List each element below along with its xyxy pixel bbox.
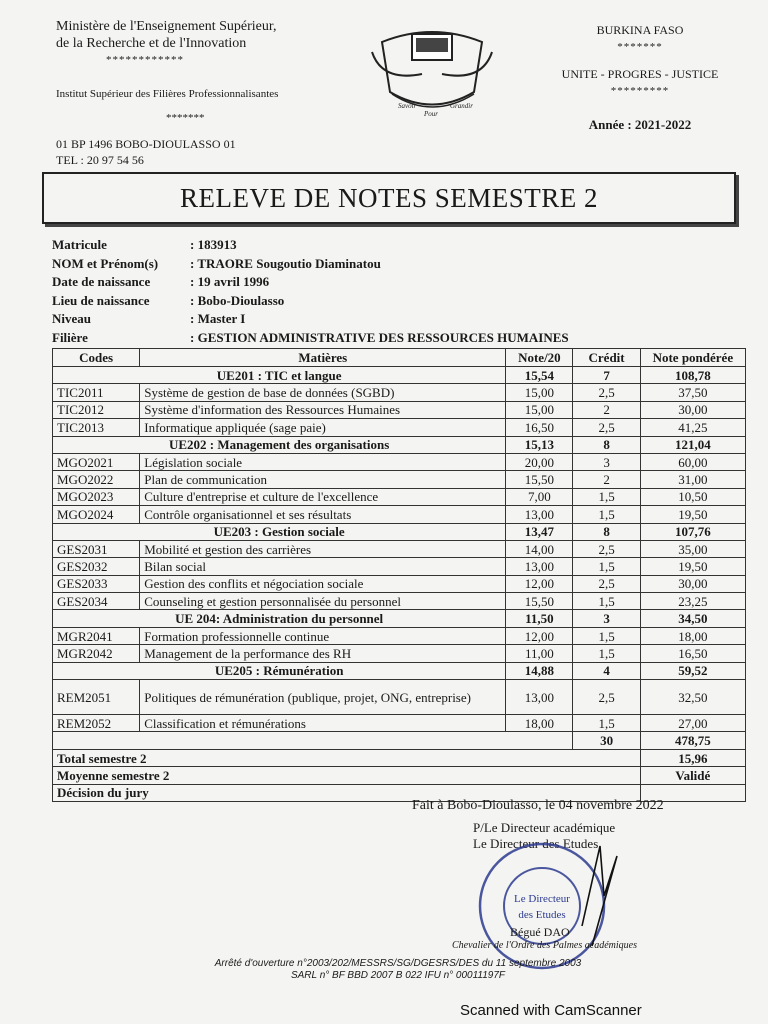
student-info-label: Matricule bbox=[52, 237, 107, 253]
course-row bbox=[53, 593, 746, 610]
institute-logo bbox=[362, 22, 502, 122]
ue-note: 11,50 bbox=[506, 610, 573, 627]
course-code: MGR2042 bbox=[53, 645, 140, 662]
student-info-row bbox=[52, 255, 569, 274]
ue-note-ponderee: 59,52 bbox=[640, 662, 745, 679]
course-code: GES2034 bbox=[53, 593, 140, 610]
total-credit: 30 bbox=[573, 732, 640, 749]
course-name: Législation sociale bbox=[140, 453, 506, 470]
course-name: Management de la performance des RH bbox=[140, 645, 506, 662]
course-name: Contrôle organisationnel et ses résultats bbox=[140, 506, 506, 523]
summary-label: Total semestre 2 bbox=[53, 749, 641, 766]
course-note: 14,00 bbox=[506, 540, 573, 557]
ministry-line2: de la Recherche et de l'Innovation bbox=[56, 36, 247, 51]
signatory-name: Bégué DAO bbox=[510, 925, 570, 939]
course-code: MGR2041 bbox=[53, 627, 140, 644]
course-code: GES2033 bbox=[53, 575, 140, 592]
course-note: 7,00 bbox=[506, 488, 573, 505]
course-row bbox=[53, 645, 746, 662]
course-note-ponderee: 18,00 bbox=[640, 627, 745, 644]
course-name: Formation professionnelle continue bbox=[140, 627, 506, 644]
course-name: Informatique appliquée (sage paie) bbox=[140, 419, 506, 436]
total-ponderee: 478,75 bbox=[640, 732, 745, 749]
logo-motto-word: Savoir bbox=[398, 102, 417, 110]
course-note-ponderee: 30,00 bbox=[640, 401, 745, 418]
ue-row bbox=[53, 662, 746, 679]
ue-credit: 3 bbox=[573, 610, 640, 627]
course-name: Bilan social bbox=[140, 558, 506, 575]
course-credit: 2,5 bbox=[573, 575, 640, 592]
course-row bbox=[53, 419, 746, 436]
student-info-value: : 183913 bbox=[190, 237, 237, 253]
course-credit: 2 bbox=[573, 401, 640, 418]
header-matieres: Matières bbox=[140, 349, 506, 367]
course-name: Plan de communication bbox=[140, 471, 506, 488]
ue-row bbox=[53, 367, 746, 384]
summary-row bbox=[53, 767, 746, 784]
credit-total-row bbox=[53, 732, 746, 749]
course-code: MGO2022 bbox=[53, 471, 140, 488]
ue-note-ponderee: 107,76 bbox=[640, 523, 745, 540]
ministry-line1: Ministère de l'Enseignement Supérieur, bbox=[56, 19, 277, 34]
table-header-row bbox=[53, 349, 746, 367]
course-row bbox=[53, 506, 746, 523]
course-credit: 2,5 bbox=[573, 680, 640, 715]
course-credit: 1,5 bbox=[573, 627, 640, 644]
course-note-ponderee: 41,25 bbox=[640, 419, 745, 436]
academic-year: Année : 2021-2022 bbox=[588, 117, 692, 132]
summary-label: Moyenne semestre 2 bbox=[53, 767, 641, 784]
ue-note: 15,13 bbox=[506, 436, 573, 453]
logo-motto-word: Grandir bbox=[450, 102, 473, 110]
signature-line1: P/Le Directeur académique bbox=[473, 820, 616, 835]
course-note-ponderee: 30,00 bbox=[640, 575, 745, 592]
ue-note: 14,88 bbox=[506, 662, 573, 679]
summary-value: 15,96 bbox=[640, 749, 745, 766]
course-row bbox=[53, 680, 746, 715]
course-name: Système de gestion de base de données (SGBD) bbox=[140, 384, 506, 401]
header-right bbox=[540, 22, 740, 133]
ue-name: UE201 : TIC et langue bbox=[53, 367, 506, 384]
country-name: BURKINA FASO bbox=[596, 23, 684, 37]
ue-name: UE202 : Management des organisations bbox=[53, 436, 506, 453]
course-code: TIC2012 bbox=[53, 401, 140, 418]
student-info-row bbox=[52, 310, 569, 329]
course-credit: 2 bbox=[573, 471, 640, 488]
student-info-row bbox=[52, 329, 569, 348]
course-code: MGO2024 bbox=[53, 506, 140, 523]
header-left bbox=[56, 18, 396, 168]
student-info-value: : Master I bbox=[190, 311, 246, 327]
course-note-ponderee: 35,00 bbox=[640, 540, 745, 557]
course-note-ponderee: 23,25 bbox=[640, 593, 745, 610]
course-note: 18,00 bbox=[506, 715, 573, 732]
course-credit: 2,5 bbox=[573, 384, 640, 401]
logo-motto-word: Pour bbox=[424, 110, 438, 118]
ue-credit: 8 bbox=[573, 523, 640, 540]
summary-row bbox=[53, 749, 746, 766]
course-note: 13,00 bbox=[506, 506, 573, 523]
course-row bbox=[53, 715, 746, 732]
ue-note-ponderee: 34,50 bbox=[640, 610, 745, 627]
course-row bbox=[53, 540, 746, 557]
ue-row bbox=[53, 523, 746, 540]
grades-table bbox=[52, 348, 746, 802]
signatory-honor: Chevalier de l'Ordre des Palmes académiques bbox=[452, 940, 637, 951]
stars-divider: ************ bbox=[106, 54, 184, 66]
stars-divider: ******* bbox=[166, 112, 205, 124]
ue-credit: 8 bbox=[573, 436, 640, 453]
course-note: 15,00 bbox=[506, 384, 573, 401]
student-info-value: : TRAORE Sougoutio Diaminatou bbox=[190, 255, 381, 271]
course-note: 15,50 bbox=[506, 593, 573, 610]
header-note: Note/20 bbox=[506, 349, 573, 367]
course-name: Gestion des conflits et négociation sociale bbox=[140, 575, 506, 592]
student-info-row bbox=[52, 273, 569, 292]
student-info-value: : GESTION ADMINISTRATIVE DES RESSOURCES HUMAINES bbox=[190, 329, 569, 345]
header-note-ponderee: Note pondérée bbox=[640, 349, 745, 367]
place-date: Fait à Bobo-Dioulasso, le 04 novembre 2022 bbox=[412, 798, 664, 813]
institute-tel: TEL : 20 97 54 56 bbox=[56, 153, 144, 167]
course-credit: 1,5 bbox=[573, 645, 640, 662]
course-name: Système d'information des Ressources Humaines bbox=[140, 401, 506, 418]
sarl-line: SARL n° BF BBD 2007 B 022 IFU n° 00011197F bbox=[290, 970, 506, 981]
student-info bbox=[52, 236, 569, 347]
student-info-row bbox=[52, 292, 569, 311]
ue-credit: 7 bbox=[573, 367, 640, 384]
course-note: 15,50 bbox=[506, 471, 573, 488]
course-row bbox=[53, 471, 746, 488]
course-note-ponderee: 32,50 bbox=[640, 680, 745, 715]
course-code: GES2031 bbox=[53, 540, 140, 557]
course-note: 11,00 bbox=[506, 645, 573, 662]
header-credit: Crédit bbox=[573, 349, 640, 367]
course-note: 12,00 bbox=[506, 627, 573, 644]
ue-row bbox=[53, 610, 746, 627]
scanner-watermark: Scanned with CamScanner bbox=[460, 1002, 642, 1019]
course-note-ponderee: 37,50 bbox=[640, 384, 745, 401]
course-credit: 1,5 bbox=[573, 593, 640, 610]
course-row bbox=[53, 488, 746, 505]
course-note-ponderee: 10,50 bbox=[640, 488, 745, 505]
course-credit: 1,5 bbox=[573, 506, 640, 523]
course-note: 15,00 bbox=[506, 401, 573, 418]
student-info-label: Lieu de naissance bbox=[52, 292, 150, 308]
ue-credit: 4 bbox=[573, 662, 640, 679]
ue-note: 13,47 bbox=[506, 523, 573, 540]
stamp-center-line2: des Etudes bbox=[518, 909, 566, 921]
stars-divider: ******* bbox=[617, 41, 663, 53]
ue-note-ponderee: 121,04 bbox=[640, 436, 745, 453]
summary-value: Validé bbox=[640, 767, 745, 784]
student-info-value: : Bobo-Dioulasso bbox=[190, 292, 285, 308]
course-credit: 2,5 bbox=[573, 540, 640, 557]
institute-address: 01 BP 1496 BOBO-DIOULASSO 01 bbox=[56, 137, 236, 151]
legal-footer bbox=[178, 958, 618, 982]
ue-name: UE203 : Gestion sociale bbox=[53, 523, 506, 540]
student-info-label: Date de naissance bbox=[52, 274, 151, 290]
student-info-row bbox=[52, 236, 569, 255]
stamp-center-line1: Le Directeur bbox=[514, 893, 570, 905]
course-code: MGO2023 bbox=[53, 488, 140, 505]
course-credit: 1,5 bbox=[573, 558, 640, 575]
summary-label: Décision du jury bbox=[53, 784, 641, 801]
course-name: Culture d'entreprise et culture de l'excellence bbox=[140, 488, 506, 505]
course-note-ponderee: 19,50 bbox=[640, 558, 745, 575]
student-info-label: Niveau bbox=[52, 311, 91, 327]
ue-name: UE205 : Rémunération bbox=[53, 662, 506, 679]
header-codes: Codes bbox=[53, 349, 140, 367]
course-name: Politiques de rémunération (publique, projet, ONG, entreprise) bbox=[140, 680, 506, 715]
ue-row bbox=[53, 436, 746, 453]
signature-line2: Le Directeur des Etudes bbox=[473, 836, 599, 851]
student-info-label: NOM et Prénom(s) bbox=[52, 255, 159, 271]
ue-name: UE 204: Administration du personnel bbox=[53, 610, 506, 627]
course-note: 16,50 bbox=[506, 419, 573, 436]
course-code: TIC2011 bbox=[53, 384, 140, 401]
course-code: GES2032 bbox=[53, 558, 140, 575]
official-stamp bbox=[472, 826, 622, 976]
course-credit: 3 bbox=[573, 453, 640, 470]
ue-note-ponderee: 108,78 bbox=[640, 367, 745, 384]
course-name: Mobilité et gestion des carrières bbox=[140, 540, 506, 557]
course-credit: 1,5 bbox=[573, 488, 640, 505]
course-note: 13,00 bbox=[506, 558, 573, 575]
course-name: Counseling et gestion personnalisée du personnel bbox=[140, 593, 506, 610]
course-row bbox=[53, 453, 746, 470]
course-note: 20,00 bbox=[506, 453, 573, 470]
course-code: REM2052 bbox=[53, 715, 140, 732]
course-credit: 2,5 bbox=[573, 419, 640, 436]
arrete-line: Arrêté d'ouverture n°2003/202/MESSRS/SG/DGESRS/DES du 11 septembre 2003 bbox=[214, 958, 582, 969]
course-row bbox=[53, 384, 746, 401]
course-code: MGO2021 bbox=[53, 453, 140, 470]
course-row bbox=[53, 575, 746, 592]
course-note: 13,00 bbox=[506, 680, 573, 715]
course-name: Classification et rémunérations bbox=[140, 715, 506, 732]
course-row bbox=[53, 627, 746, 644]
institute-name: Institut Supérieur des Filières Professionnalisantes bbox=[56, 88, 279, 100]
course-note-ponderee: 60,00 bbox=[640, 453, 745, 470]
grades-table-body bbox=[53, 367, 746, 802]
course-note: 12,00 bbox=[506, 575, 573, 592]
ue-note: 15,54 bbox=[506, 367, 573, 384]
student-info-label: Filière bbox=[52, 329, 88, 345]
course-note-ponderee: 19,50 bbox=[640, 506, 745, 523]
stars-divider: ********* bbox=[610, 85, 670, 97]
course-note-ponderee: 27,00 bbox=[640, 715, 745, 732]
course-note-ponderee: 16,50 bbox=[640, 645, 745, 662]
empty-cell bbox=[53, 732, 573, 749]
course-row bbox=[53, 401, 746, 418]
course-code: TIC2013 bbox=[53, 419, 140, 436]
course-row bbox=[53, 558, 746, 575]
course-note-ponderee: 31,00 bbox=[640, 471, 745, 488]
student-info-value: : 19 avril 1996 bbox=[190, 274, 270, 290]
course-code: REM2051 bbox=[53, 680, 140, 715]
national-motto: UNITE - PROGRES - JUSTICE bbox=[561, 67, 719, 81]
document-title: RELEVE DE NOTES SEMESTRE 2 bbox=[42, 172, 736, 224]
course-credit: 1,5 bbox=[573, 715, 640, 732]
